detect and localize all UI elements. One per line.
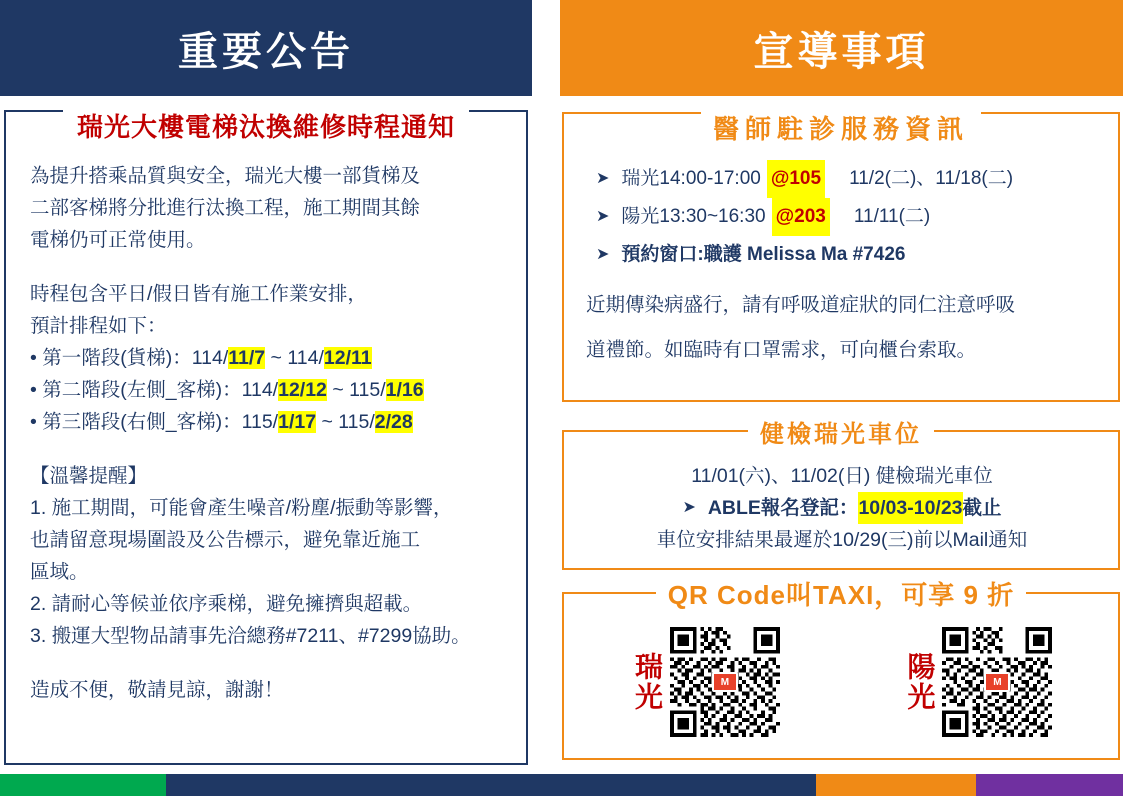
doctor-row-room: @203	[772, 198, 830, 236]
phase-2-item	[30, 374, 510, 406]
parking-line3: 車位安排結果最遲於10/29(三)前以Mail通知	[656, 529, 1028, 551]
arrow-bullet-icon: ➤	[596, 246, 610, 263]
doctor-contact-text: 預約窗口:職護 Melissa Ma #7426	[621, 244, 906, 265]
parking-line1: 11/01(六)、11/02(日) 健檢瑞光車位	[691, 465, 993, 487]
doctor-row-site: 瑞光14:00-17:00	[621, 168, 761, 189]
qr-label-yangguang: 陽光	[904, 652, 936, 712]
taxi-logo-icon: M	[712, 672, 738, 692]
doctor-info-title: 醫師駐診服務資訊	[701, 109, 981, 146]
phase-1-item	[30, 342, 510, 374]
parking-registration-suffix: 截止	[962, 497, 1002, 519]
header-advocacy	[560, 0, 1123, 96]
phase-1-middle: ~ 114/	[265, 347, 324, 369]
qr-code-icon[interactable]	[942, 627, 1052, 737]
spacer-3	[30, 652, 510, 674]
phase-2-middle: ~ 115/	[326, 379, 386, 401]
doctor-row-site: 陽光13:30~16:30	[621, 206, 766, 227]
phase-1-start-date: 11/7	[228, 347, 266, 369]
para1-line3: 電梯仍可正常使用。	[30, 229, 206, 251]
arrow-bullet-icon: ➤	[596, 170, 610, 187]
parking-registration-label: ABLE報名登記：	[707, 497, 859, 519]
doctor-schedule-row	[596, 198, 1106, 236]
doctor-info-title-wrap	[562, 112, 1120, 142]
para2-line1: 時程包含平日/假日皆有施工作業安排，	[30, 283, 367, 305]
header-left-title: 重要公告	[178, 29, 354, 74]
reminder-1-line1: 1. 施工期間，可能會產生噪音/粉塵/振動等影響，	[30, 497, 453, 519]
qr-item	[905, 627, 1052, 737]
reminder-3: 3. 搬運大型物品請事先洽總務#7211、#7299協助。	[30, 625, 471, 647]
phase-1-end-date: 12/11	[323, 347, 372, 369]
phase-3-prefix: • 第三階段(右側_客梯)：115/	[30, 411, 279, 433]
reminder-2: 2. 請耐心等候並依序乘梯，避免擁擠與超載。	[30, 593, 423, 615]
parking-title-wrap	[562, 416, 1120, 446]
parking-body	[572, 460, 1112, 556]
qr-code-area	[570, 612, 1115, 752]
elevator-notice-title: 瑞光大樓電梯汰換維修時程通知	[63, 107, 469, 144]
arrow-bullet-icon: ➤	[596, 208, 610, 225]
hygiene-note-line1: 近期傳染病盛行，請有呼吸道症狀的同仁注意呼吸	[586, 294, 1016, 316]
qr-taxi-title: QR Code叫TAXI，可享 9 折	[656, 575, 1026, 612]
footer-segment-orange	[816, 774, 976, 796]
hygiene-note	[586, 283, 1106, 373]
footer-color-bar	[0, 774, 1123, 796]
doctor-schedule-list	[596, 160, 1106, 274]
elevator-notice-body	[30, 160, 510, 706]
doctor-contact-row	[596, 236, 1106, 274]
phase-3-start-date: 1/17	[278, 411, 317, 433]
header-important-notice	[0, 0, 532, 96]
doctor-row-room: @105	[767, 160, 825, 198]
spacer-1	[30, 256, 510, 278]
parking-registration-dates: 10/03-10/23	[858, 492, 962, 524]
para1-line1: 為提升搭乘品質與安全，瑞光大樓一部貨梯及	[30, 165, 421, 187]
phase-3-item	[30, 406, 510, 438]
reminder-1-line3: 區域。	[30, 561, 89, 583]
phase-3-middle: ~ 115/	[316, 411, 375, 433]
elevator-notice-title-wrap	[4, 108, 528, 142]
footer-segment-purple	[976, 774, 1123, 796]
doctor-row-dates: 11/2(二)、11/18(二)	[849, 168, 1014, 189]
doctor-row-dates: 11/11(二)	[853, 206, 931, 227]
qr-label-ruiguang: 瑞光	[631, 652, 663, 712]
parking-title: 健檢瑞光車位	[748, 414, 934, 449]
phase-2-end-date: 1/16	[385, 379, 424, 401]
doctor-schedule-row	[596, 160, 1106, 198]
taxi-logo-icon: M	[984, 672, 1010, 692]
parking-line2	[572, 492, 1112, 524]
hygiene-note-line2: 道禮節。如臨時有口罩需求，可向櫃台索取。	[586, 339, 977, 361]
reminder-1-line2: 也請留意現場圍設及公告標示，避免靠近施工	[30, 529, 421, 551]
para2-line2: 預計排程如下：	[30, 315, 167, 337]
phase-1-prefix: • 第一階段(貨梯)：114/	[30, 347, 229, 369]
footer-segment-navy	[166, 774, 816, 796]
phase-2-start-date: 12/12	[278, 379, 327, 401]
phase-2-prefix: • 第二階段(左側_客梯)：114/	[30, 379, 279, 401]
qr-taxi-title-wrap	[562, 578, 1120, 608]
phase-3-end-date: 2/28	[374, 411, 413, 433]
reminder-title: 【溫馨提醒】	[30, 465, 148, 487]
closing-line: 造成不便，敬請見諒，謝謝！	[30, 679, 284, 701]
qr-item	[633, 627, 780, 737]
header-right-title: 宣導事項	[753, 29, 930, 74]
para1-line2: 二部客梯將分批進行汰換工程，施工期間其餘	[30, 197, 421, 219]
spacer-2	[30, 438, 510, 460]
arrow-bullet-icon: ➤	[682, 499, 696, 516]
qr-code-icon[interactable]	[670, 627, 780, 737]
footer-segment-green	[0, 774, 166, 796]
